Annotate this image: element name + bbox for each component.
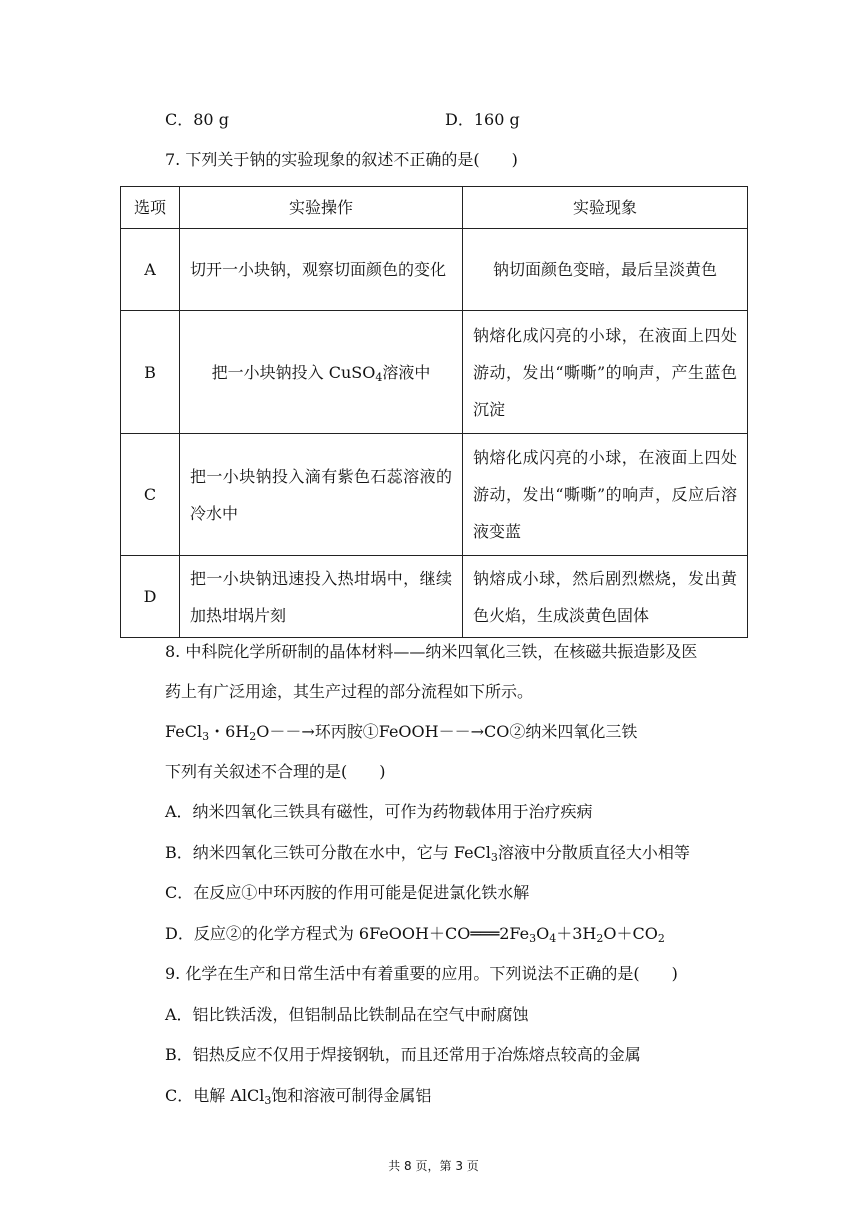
table-row xyxy=(121,434,748,556)
q9-option-b: B．铝热反应不仅用于焊接钢轨，而且还常用于冶炼熔点较高的金属 xyxy=(165,1045,641,1064)
row-phenomenon: 钠熔化成闪亮的小球，在液面上四处游动，发出“嘶嘶”的响声，反应后溶液变蓝 xyxy=(463,434,748,556)
q8-stem-line1: 8. 中科院化学所研制的晶体材料——纳米四氧化三铁，在核磁共振造影及医 xyxy=(165,642,698,661)
q9-option-a: A．铝比铁活泼，但铝制品比铁制品在空气中耐腐蚀 xyxy=(165,1005,529,1024)
q7-stem: 7. 下列关于钠的实验现象的叙述不正确的是( ) xyxy=(165,150,518,169)
row-option: A xyxy=(121,229,180,311)
table-row xyxy=(121,311,748,434)
table-row xyxy=(121,556,748,638)
q9-option-c: C．电解 AlCl$_3$饱和溶液可制得金属铝 xyxy=(165,1086,432,1107)
page-footer: 共 8 页，第 3 页 xyxy=(388,1159,479,1173)
option-c: C．80 g xyxy=(165,110,229,129)
row-operation: 切开一小块钠，观察切面颜色的变化 xyxy=(180,229,463,311)
row-operation: 把一小块钠投入 CuSO$_4$溶液中 xyxy=(180,311,463,434)
row-option: C xyxy=(121,434,180,556)
row-phenomenon: 钠熔化成闪亮的小球，在液面上四处游动，发出“嘶嘶”的响声，产生蓝色沉淀 xyxy=(463,311,748,434)
q8-option-d: D．反应②的化学方程式为 $6FeOOH+CO═══2Fe_3O_4+3H_2O+CO_2$ xyxy=(165,924,665,945)
row-option: D xyxy=(121,556,180,638)
q8-stem-line2: 药上有广泛用途，其生产过程的部分流程如下所示。 xyxy=(165,682,534,701)
table-header: 实验现象 xyxy=(463,187,748,229)
row-operation: 把一小块钠迅速投入热坩埚中，继续加热坩埚片刻 xyxy=(180,556,463,638)
q8-option-c: C．在反应①中环丙胺的作用可能是促进氯化铁水解 xyxy=(165,883,530,902)
q9-stem: 9. 化学在生产和日常生活中有着重要的应用。下列说法不正确的是( ) xyxy=(165,964,678,983)
q8-option-a: A．纳米四氧化三铁具有磁性，可作为药物载体用于治疗疾病 xyxy=(165,802,593,821)
table-header-row xyxy=(121,187,748,229)
option-d: D．160 g xyxy=(445,110,520,129)
row-phenomenon: 钠切面颜色变暗，最后呈淡黄色 xyxy=(463,229,748,311)
row-operation: 把一小块钠投入滴有紫色石蕊溶液的冷水中 xyxy=(180,434,463,556)
row-option: B xyxy=(121,311,180,434)
q8-flow: FeCl$_3$・$6H_2O--\to$环丙胺①FeOOH－－→CO②纳米四氧化三铁 xyxy=(165,722,638,743)
q8-question: 下列有关叙述不合理的是( ) xyxy=(165,762,386,781)
q8-option-b: B．纳米四氧化三铁可分散在水中，它与 FeCl$_3$溶液中分散质直径大小相等 xyxy=(165,843,690,864)
table-row xyxy=(121,229,748,311)
table-header: 选项 xyxy=(121,187,180,229)
table-header: 实验操作 xyxy=(180,187,463,229)
row-phenomenon: 钠熔成小球，然后剧烈燃烧，发出黄色火焰，生成淡黄色固体 xyxy=(463,556,748,638)
experiment-table xyxy=(120,186,748,638)
